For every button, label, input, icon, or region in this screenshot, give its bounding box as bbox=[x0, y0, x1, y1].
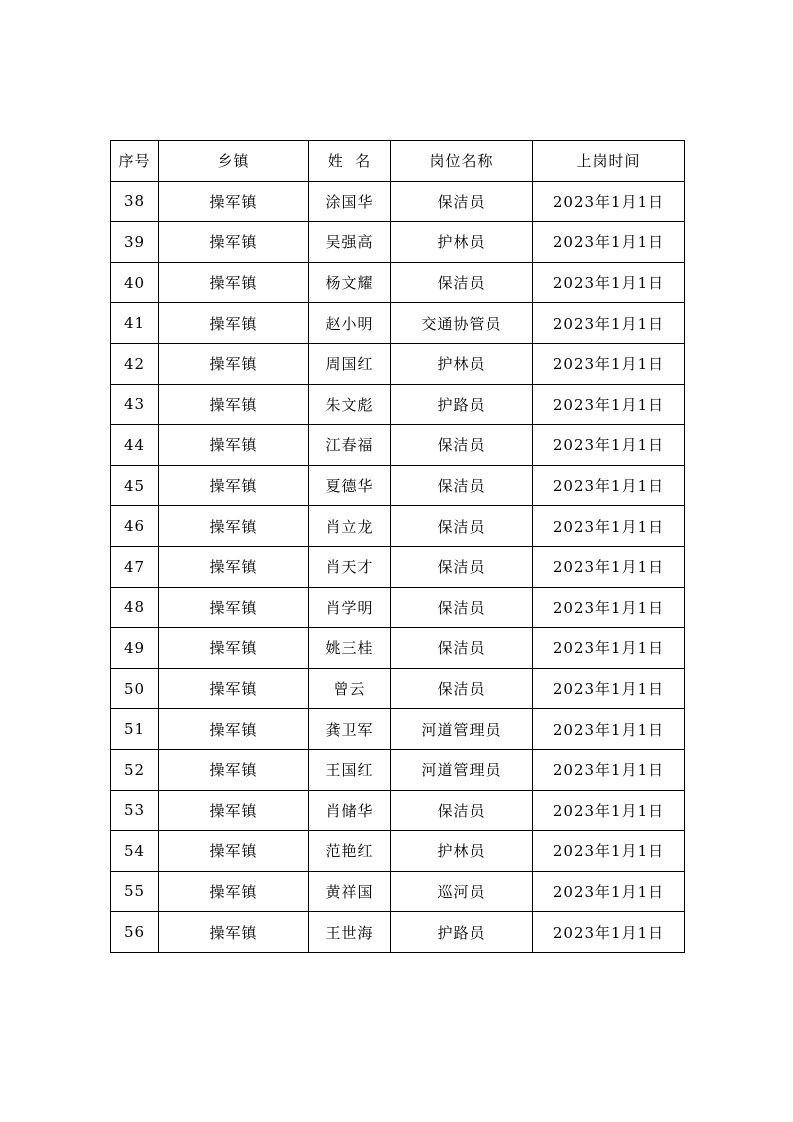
table-row bbox=[111, 384, 685, 425]
cell-serial-number: 49 bbox=[111, 628, 159, 669]
cell-name: 肖学明 bbox=[309, 587, 391, 628]
cell-name: 江春福 bbox=[309, 425, 391, 466]
cell-post-title: 保洁员 bbox=[391, 587, 533, 628]
cell-post-title: 保洁员 bbox=[391, 790, 533, 831]
cell-post-title: 河道管理员 bbox=[391, 709, 533, 750]
table-body bbox=[111, 181, 685, 952]
cell-township: 操军镇 bbox=[159, 465, 309, 506]
table-row bbox=[111, 303, 685, 344]
table-row bbox=[111, 546, 685, 587]
cell-start-date: 2023年1月1日 bbox=[533, 546, 685, 587]
cell-post-title: 保洁员 bbox=[391, 262, 533, 303]
cell-post-title: 保洁员 bbox=[391, 425, 533, 466]
table-row bbox=[111, 465, 685, 506]
cell-township: 操军镇 bbox=[159, 587, 309, 628]
cell-name: 夏德华 bbox=[309, 465, 391, 506]
cell-serial-number: 54 bbox=[111, 831, 159, 872]
cell-post-title: 保洁员 bbox=[391, 465, 533, 506]
cell-township: 操军镇 bbox=[159, 790, 309, 831]
cell-serial-number: 50 bbox=[111, 668, 159, 709]
cell-name: 范艳红 bbox=[309, 831, 391, 872]
table-row bbox=[111, 506, 685, 547]
cell-serial-number: 45 bbox=[111, 465, 159, 506]
cell-start-date: 2023年1月1日 bbox=[533, 465, 685, 506]
table-row bbox=[111, 912, 685, 953]
cell-township: 操军镇 bbox=[159, 425, 309, 466]
cell-serial-number: 51 bbox=[111, 709, 159, 750]
cell-township: 操军镇 bbox=[159, 181, 309, 222]
cell-start-date: 2023年1月1日 bbox=[533, 790, 685, 831]
cell-post-title: 护路员 bbox=[391, 384, 533, 425]
cell-name: 肖立龙 bbox=[309, 506, 391, 547]
header-township: 乡镇 bbox=[159, 141, 309, 182]
cell-post-title: 护路员 bbox=[391, 912, 533, 953]
cell-name: 朱文彪 bbox=[309, 384, 391, 425]
cell-township: 操军镇 bbox=[159, 546, 309, 587]
table-row bbox=[111, 628, 685, 669]
cell-post-title: 保洁员 bbox=[391, 628, 533, 669]
cell-township: 操军镇 bbox=[159, 303, 309, 344]
cell-start-date: 2023年1月1日 bbox=[533, 831, 685, 872]
table-row bbox=[111, 587, 685, 628]
cell-township: 操军镇 bbox=[159, 222, 309, 263]
personnel-table bbox=[110, 140, 685, 953]
header-post-title: 岗位名称 bbox=[391, 141, 533, 182]
cell-post-title: 保洁员 bbox=[391, 668, 533, 709]
cell-township: 操军镇 bbox=[159, 384, 309, 425]
cell-serial-number: 41 bbox=[111, 303, 159, 344]
cell-serial-number: 42 bbox=[111, 343, 159, 384]
table-row bbox=[111, 749, 685, 790]
cell-start-date: 2023年1月1日 bbox=[533, 912, 685, 953]
table-row bbox=[111, 222, 685, 263]
cell-start-date: 2023年1月1日 bbox=[533, 262, 685, 303]
cell-name: 王国红 bbox=[309, 749, 391, 790]
cell-start-date: 2023年1月1日 bbox=[533, 668, 685, 709]
cell-serial-number: 40 bbox=[111, 262, 159, 303]
cell-post-title: 河道管理员 bbox=[391, 749, 533, 790]
table-header bbox=[111, 141, 685, 182]
cell-start-date: 2023年1月1日 bbox=[533, 384, 685, 425]
cell-name: 曾云 bbox=[309, 668, 391, 709]
table-row bbox=[111, 262, 685, 303]
cell-name: 吴强高 bbox=[309, 222, 391, 263]
cell-start-date: 2023年1月1日 bbox=[533, 871, 685, 912]
cell-start-date: 2023年1月1日 bbox=[533, 303, 685, 344]
cell-name: 王世海 bbox=[309, 912, 391, 953]
cell-start-date: 2023年1月1日 bbox=[533, 587, 685, 628]
cell-start-date: 2023年1月1日 bbox=[533, 628, 685, 669]
cell-serial-number: 56 bbox=[111, 912, 159, 953]
cell-start-date: 2023年1月1日 bbox=[533, 749, 685, 790]
cell-post-title: 交通协管员 bbox=[391, 303, 533, 344]
cell-serial-number: 46 bbox=[111, 506, 159, 547]
header-serial-number: 序号 bbox=[111, 141, 159, 182]
cell-township: 操军镇 bbox=[159, 831, 309, 872]
cell-township: 操军镇 bbox=[159, 749, 309, 790]
cell-start-date: 2023年1月1日 bbox=[533, 425, 685, 466]
table-row bbox=[111, 871, 685, 912]
header-name: 姓 名 bbox=[309, 141, 391, 182]
cell-start-date: 2023年1月1日 bbox=[533, 222, 685, 263]
header-row bbox=[111, 141, 685, 182]
cell-post-title: 保洁员 bbox=[391, 181, 533, 222]
cell-post-title: 巡河员 bbox=[391, 871, 533, 912]
table-row bbox=[111, 709, 685, 750]
cell-post-title: 保洁员 bbox=[391, 506, 533, 547]
table-row bbox=[111, 790, 685, 831]
cell-post-title: 保洁员 bbox=[391, 546, 533, 587]
cell-township: 操军镇 bbox=[159, 709, 309, 750]
cell-post-title: 护林员 bbox=[391, 222, 533, 263]
cell-name: 肖天才 bbox=[309, 546, 391, 587]
table-row bbox=[111, 425, 685, 466]
cell-serial-number: 47 bbox=[111, 546, 159, 587]
cell-name: 涂国华 bbox=[309, 181, 391, 222]
cell-start-date: 2023年1月1日 bbox=[533, 506, 685, 547]
cell-name: 黄祥国 bbox=[309, 871, 391, 912]
cell-name: 杨文耀 bbox=[309, 262, 391, 303]
cell-start-date: 2023年1月1日 bbox=[533, 709, 685, 750]
cell-township: 操军镇 bbox=[159, 668, 309, 709]
header-start-date: 上岗时间 bbox=[533, 141, 685, 182]
cell-start-date: 2023年1月1日 bbox=[533, 343, 685, 384]
table-row bbox=[111, 181, 685, 222]
cell-serial-number: 53 bbox=[111, 790, 159, 831]
cell-township: 操军镇 bbox=[159, 343, 309, 384]
cell-name: 龚卫军 bbox=[309, 709, 391, 750]
table-row bbox=[111, 668, 685, 709]
cell-name: 肖储华 bbox=[309, 790, 391, 831]
cell-township: 操军镇 bbox=[159, 506, 309, 547]
cell-name: 周国红 bbox=[309, 343, 391, 384]
table-row bbox=[111, 831, 685, 872]
cell-serial-number: 39 bbox=[111, 222, 159, 263]
cell-township: 操军镇 bbox=[159, 262, 309, 303]
cell-post-title: 护林员 bbox=[391, 343, 533, 384]
cell-township: 操军镇 bbox=[159, 628, 309, 669]
cell-serial-number: 38 bbox=[111, 181, 159, 222]
cell-start-date: 2023年1月1日 bbox=[533, 181, 685, 222]
cell-serial-number: 52 bbox=[111, 749, 159, 790]
cell-post-title: 护林员 bbox=[391, 831, 533, 872]
cell-serial-number: 55 bbox=[111, 871, 159, 912]
cell-name: 姚三桂 bbox=[309, 628, 391, 669]
cell-township: 操军镇 bbox=[159, 871, 309, 912]
cell-name: 赵小明 bbox=[309, 303, 391, 344]
cell-serial-number: 48 bbox=[111, 587, 159, 628]
cell-serial-number: 44 bbox=[111, 425, 159, 466]
table-row bbox=[111, 343, 685, 384]
cell-serial-number: 43 bbox=[111, 384, 159, 425]
cell-township: 操军镇 bbox=[159, 912, 309, 953]
